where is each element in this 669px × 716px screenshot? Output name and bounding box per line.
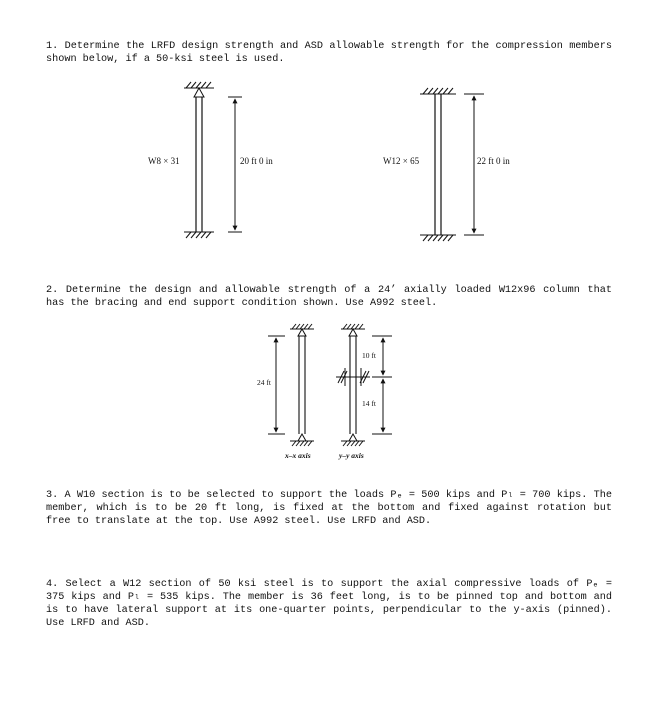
hatch-support-bottom-x bbox=[290, 441, 314, 446]
figure2-y-axis-column bbox=[336, 324, 392, 446]
problem-4-text: 4. Select a W12 section of 50 ksi steel is to support the axial compressive loads of Pₑ = 375 kips and Pₗ = 535 kips. The member is 36 feet long, is to be pinned top and bottom and is to have lateral support at its one-quarter points, perpendicular to the y-axis (pinned). Use LRFD and ASD. bbox=[46, 579, 612, 629]
column-b-section-label: W12 × 65 bbox=[383, 156, 420, 166]
column-a-section-label: W8 × 31 bbox=[148, 156, 180, 166]
x-axis-caption: x–x axis bbox=[285, 451, 311, 460]
problem-3-text: 3. A W10 section is to be selected to support the loads Pₑ = 500 kips and Pₗ = 700 kips. The member, which is to be 20 ft long, is fixed at the bottom and fixed against rotation but free to translate at the top. Use A992 steel. Use LRFD and ASD. bbox=[46, 490, 612, 527]
figure2-x-axis-column bbox=[268, 324, 314, 446]
hatch-support-bottom-y bbox=[341, 441, 365, 446]
column-a-length-label: 20 ft 0 in bbox=[240, 156, 273, 166]
hatch-support-top-b bbox=[420, 88, 456, 94]
hatch-support-bottom-a bbox=[184, 232, 214, 238]
problem-2-text: 2. Determine the design and allowable strength of a 24’ axially loaded W12x96 column that has the bracing and end support condition shown. Use A992 steel. bbox=[46, 285, 612, 309]
y-axis-lower-length-label: 14 ft bbox=[362, 399, 376, 408]
column-b-length-label: 22 ft 0 in bbox=[477, 156, 510, 166]
figure1-column-b bbox=[420, 88, 484, 241]
y-axis-caption: y–y axis bbox=[339, 451, 364, 460]
x-axis-length-label: 24 ft bbox=[257, 378, 271, 387]
pin-icon bbox=[298, 329, 306, 336]
lateral-brace-hatch bbox=[336, 368, 370, 386]
pin-icon bbox=[349, 329, 357, 336]
figure1-column-a bbox=[184, 82, 242, 238]
pin-icon bbox=[194, 88, 204, 97]
hatch-support-bottom-b bbox=[420, 235, 456, 241]
problem-1-text: 1. Determine the LRFD design strength and ASD allowable strength for the compression members shown below, if a 50-ksi steel is used. bbox=[46, 41, 612, 65]
y-axis-upper-length-label: 10 ft bbox=[362, 351, 376, 360]
pin-icon bbox=[298, 434, 306, 441]
pin-icon bbox=[349, 434, 357, 441]
